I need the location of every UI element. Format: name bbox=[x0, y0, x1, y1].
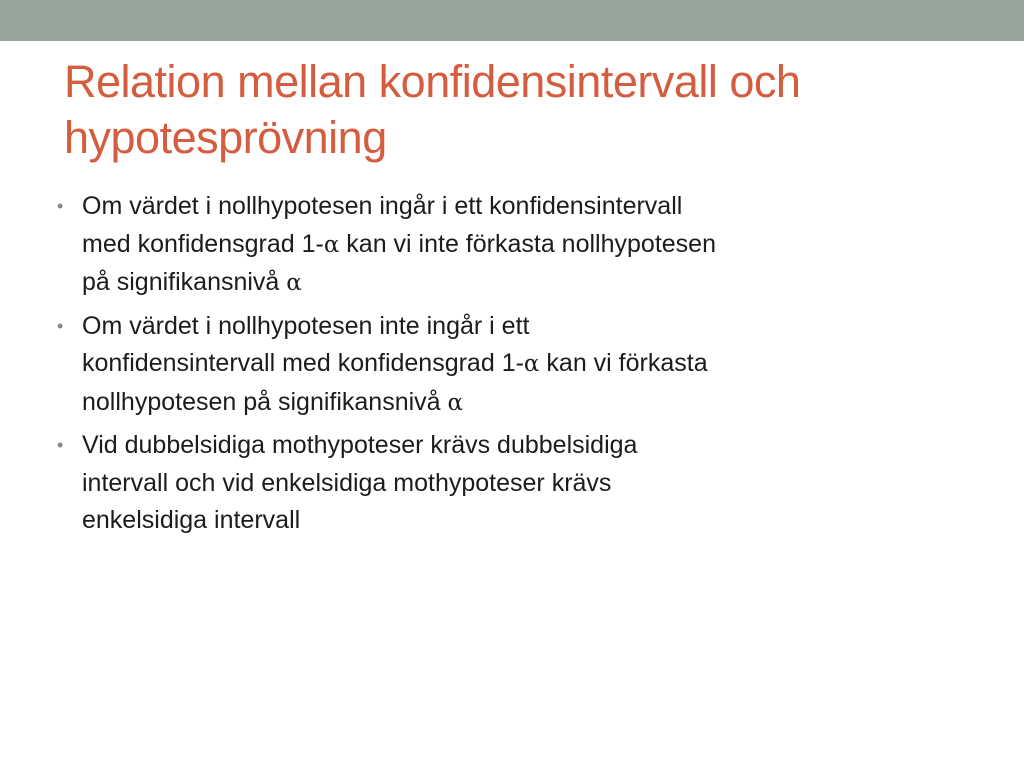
bullet-1-line-1: Om värdet i nollhypotesen ingår i ett konfidensintervall bbox=[82, 192, 683, 220]
slide-title-line-1: Relation mellan konfidensintervall och bbox=[64, 56, 801, 107]
bullet-list bbox=[57, 188, 977, 545]
bullet-2-line-1: Om värdet i nollhypotesen inte ingår i ett bbox=[82, 311, 530, 340]
bullet-3-line-1: Vid dubbelsidiga mothypoteser krävs dubbelsidiga bbox=[82, 431, 638, 459]
alpha-symbol: α bbox=[447, 389, 464, 416]
alpha-symbol: α bbox=[523, 351, 540, 377]
slide-title-line-2: hypotesprövning bbox=[64, 112, 387, 163]
bullet-dot-icon: • bbox=[57, 315, 64, 336]
bullet-3-line-2: intervall och vid enkelsidiga mothypoteser krävs bbox=[82, 468, 612, 497]
bullet-2-line-2: konfidensintervall med konfidensgrad 1-α kan vi förkasta bbox=[82, 349, 708, 377]
bullet-item-1 bbox=[57, 188, 977, 303]
bullet-dot-icon: • bbox=[57, 435, 64, 455]
bullet-item-3 bbox=[57, 427, 977, 540]
bullet-dot-icon: • bbox=[57, 196, 64, 216]
bullet-1-line-3: på signifikansnivå α bbox=[82, 268, 302, 296]
top-accent-bar bbox=[0, 0, 1024, 41]
bullet-item-2 bbox=[57, 308, 977, 423]
slide-title bbox=[64, 54, 964, 166]
bullet-1-line-2: med konfidensgrad 1-α kan vi inte förkasta nollhypotesen bbox=[82, 229, 716, 258]
bullet-3-line-3: enkelsidiga intervall bbox=[82, 506, 301, 534]
alpha-symbol: α bbox=[286, 270, 302, 296]
bullet-2-line-3: nollhypotesen på signifikansnivå α bbox=[82, 387, 464, 416]
alpha-symbol: α bbox=[323, 231, 340, 258]
